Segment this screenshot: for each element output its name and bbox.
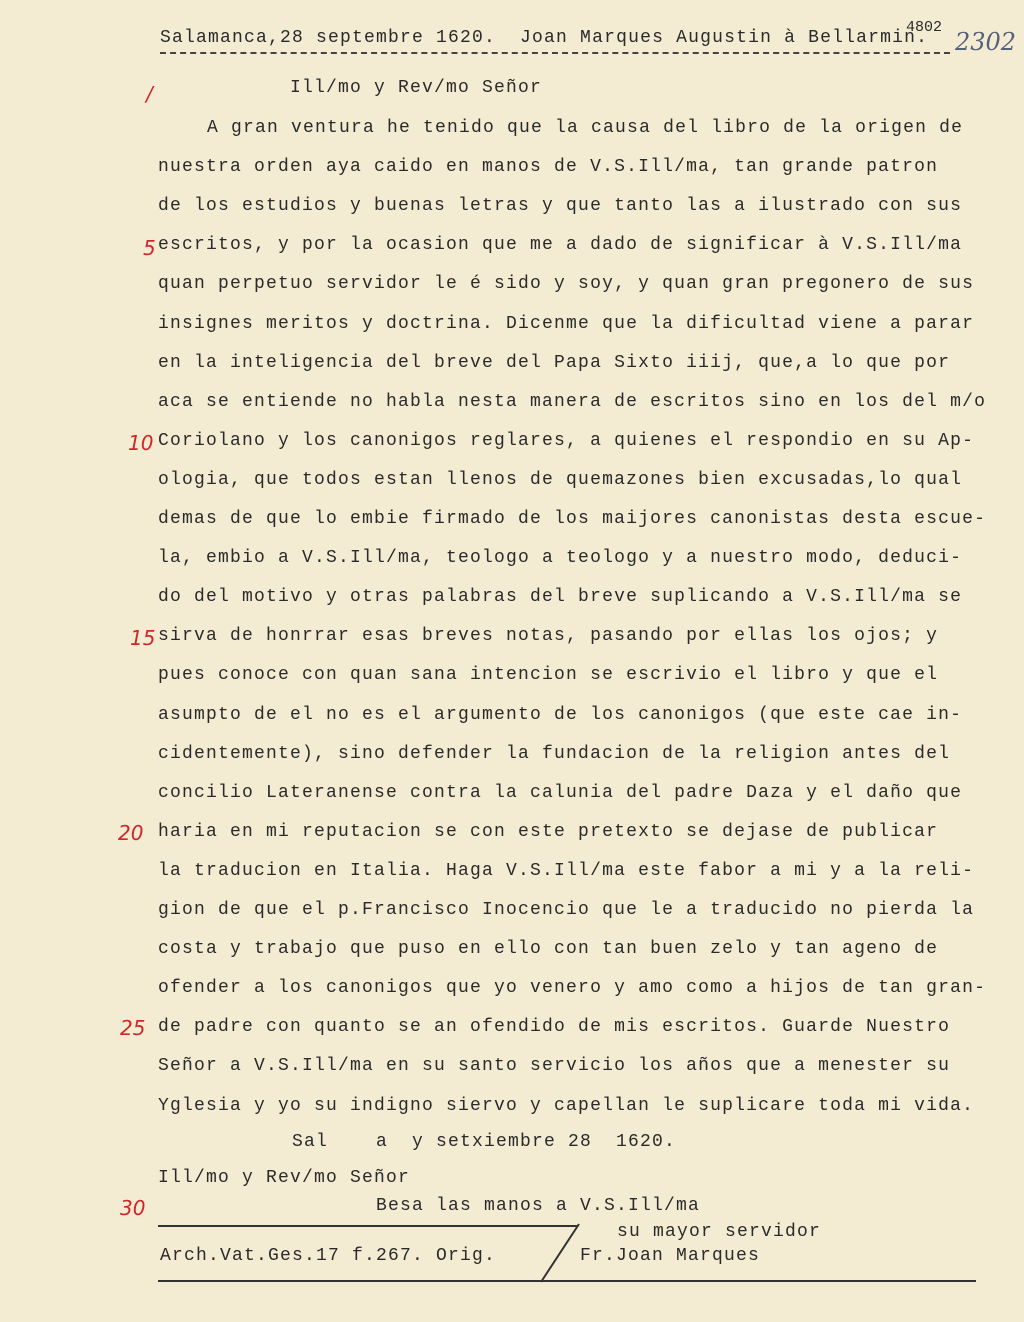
source-reference: Arch.Vat.Ges.17 f.267. Orig. [160,1246,497,1266]
margin-line-number: 30 [120,1196,146,1220]
body-line: cidentemente), sino defender la fundacion de la religion antes del [158,743,951,764]
archive-number: 4802 [906,19,943,36]
body-line: la traducion en Italia. Haga V.S.Ill/ma este fabor a mi y a la reli- [158,860,975,881]
body-line: quan perpetuo servidor le é sido y soy, y quan gran pregonero de sus [158,274,975,295]
body-line: haria en mi reputacion se con este pretexto se dejase de publicar [158,821,939,842]
document-title: Salamanca,28 septembre 1620. Joan Marques Augustin à Bellarmin. [160,28,929,48]
margin-line-number: 15 [130,626,156,650]
margin-line-number: 5 [143,236,156,260]
body-line: Yglesia y yo su indigno siervo y capellan le suplicare toda mi vida. [158,1095,975,1116]
margin-line-number: 25 [120,1016,146,1040]
slash-divider [535,1222,585,1284]
margin-line-number: / [146,82,153,106]
closing-servant: su mayor servidor [617,1222,822,1242]
margin-line-number: 10 [128,431,154,455]
body-line: insignes meritos y doctrina. Dicenme que la dificultad viene a parar [158,313,975,334]
salutation: Ill/mo y Rev/mo Señor [290,78,543,98]
body-line: costa y trabajo que puso en ello con tan buen zelo y tan ageno de [158,939,939,960]
title-underline [160,52,950,54]
body-line: Coriolano y los canonigos reglares, a quienes el respondio en su Ap- [158,430,975,451]
body-line: asumpto de el no es el argumento de los canonigos (que este cae in- [158,704,963,725]
folio-number: 2302 [955,28,1017,56]
body-line: concilio Lateranense contra la calunia del padre Daza y el daño que [158,782,963,803]
closing-salutation: Ill/mo y Rev/mo Señor [158,1168,411,1188]
body-line: ofender a los canonigos que yo venero y amo como a hijos de tan gran- [158,978,987,999]
body-line: nuestra orden aya caido en manos de V.S.Ill/ma, tan grande patron [158,157,939,178]
body-line: demas de que lo embie firmado de los maijores canonistas desta escue- [158,509,987,529]
margin-line-number: 20 [118,821,144,845]
body-line: do del motivo y otras palabras del breve suplicando a V.S.Ill/ma se [158,587,963,608]
signature: Fr.Joan Marques [580,1246,761,1266]
body-line: la, embio a V.S.Ill/ma, teologo a teologo y a nuestro modo, deduci- [158,548,963,569]
body-line: en la inteligencia del breve del Papa Sixto iiij, que,a lo que por [158,352,951,373]
body-line: pues conoce con quan sana intencion se escrivio el libro y que el [158,665,939,686]
body-line: Señor a V.S.Ill/ma en su santo servicio los años que a menester su [158,1056,951,1077]
body-line: escritos, y por la ocasion que me a dado de significar à V.S.Ill/ma [158,235,963,256]
divider-bottom [158,1280,976,1282]
body-line: gion de que el p.Francisco Inocencio que le a traducido no pierda la [158,900,975,920]
body-line: de padre con quanto se an ofendido de mis escritos. Guarde Nuestro [158,1017,951,1038]
body-line: ologia, que todos estan llenos de quemazones bien excusadas,lo qual [158,469,963,490]
body-line: de los estudios y buenas letras y que tanto las a ilustrado con sus [158,196,963,217]
body-line: aca se entiende no habla nesta manera de escritos sino en los del m/o [158,391,987,412]
closing-place-date: Sal a y setxiembre 28 1620. [292,1132,677,1152]
closing-kiss-hands: Besa las manos a V.S.Ill/ma [376,1196,701,1216]
body-line: sirva de honrrar esas breves notas, pasando por ellas los ojos; y [158,626,939,647]
body-line: A gran ventura he tenido que la causa del libro de la origen de [207,118,964,138]
divider-top [158,1225,578,1227]
